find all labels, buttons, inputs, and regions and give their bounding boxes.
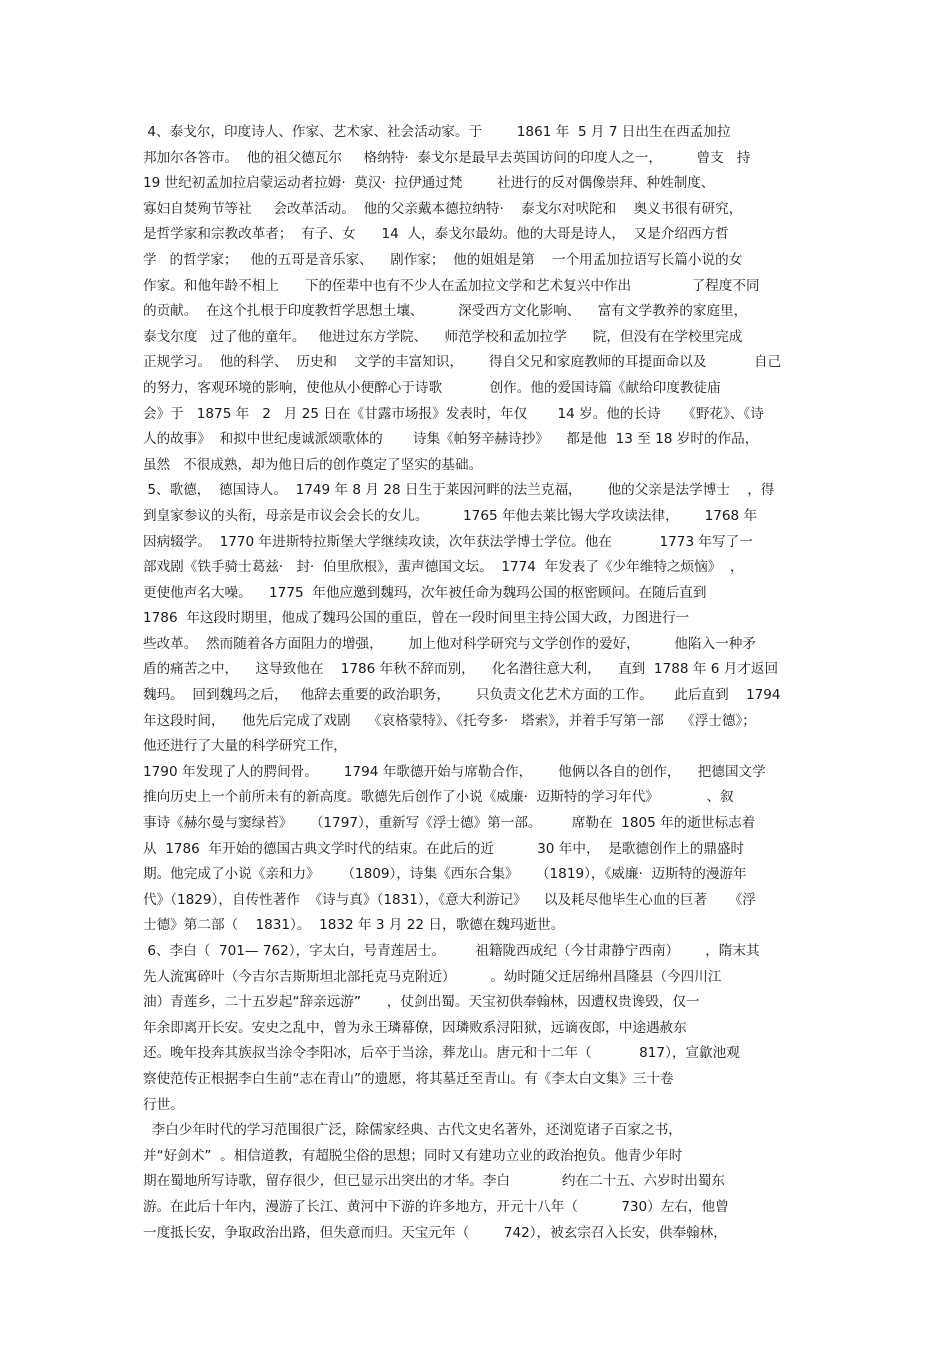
text-line: 更使他声名大噪。 1775 年他应邀到魏玛，次年被任命为魏玛公国的枢密顾问。在随后直到	[143, 584, 707, 601]
text-line: 是哲学家和宗教改革者； 有子、女 14 人，泰戈尔最幼。他的大哥是诗人， 又是介绍西方哲	[143, 226, 729, 243]
text-line: 寡妇自焚殉节等社 会改革活动。 他的父亲戴本德拉纳特· 泰戈尔对吠陀和 奥义书很有研究，	[143, 200, 743, 217]
text-line: 油）青莲乡，二十五岁起“辞亲远游” ，仗剑出蜀。天宝初供奉翰林，因遭权贵谗毁，仅一	[143, 994, 700, 1011]
text-line: 年这段时间， 他先后完成了戏剧 《哀格蒙特》、《托夸多· 塔索》，并着手写第一部 《浮士德》；	[143, 712, 756, 729]
text-line: 游。在此后十年内，漫游了长江、黄河中下游的许多地方，开元十八年（ 730）左右，他曾	[143, 1198, 729, 1215]
text-line: 事诗《赫尔曼与窦绿苔》 （1797），重新写《浮士德》第一部。 席勒在 1805 年的逝世标志着	[143, 815, 756, 832]
body-text	[143, 120, 813, 1246]
text-line: 1790 年发现了人的腭间骨。 1794 年歌德开始与席勒合作， 他俩以各自的创作， 把德国文学	[143, 763, 766, 780]
text-line: 盾的痛苦之中， 这导致他在 1786 年秋不辞而别， 化名潜往意大利， 直到 1788 年 6 月才返回	[143, 661, 779, 678]
text-line: 作家。和他年龄不相上 下的侄辈中也有不少人在孟加拉文学和艺术复兴中作出 了程度不同	[143, 277, 760, 294]
text-line: 5、歌德， 德国诗人。 1749 年 8 月 28 日生于莱因河畔的法兰克福， 他的父亲是法学博士 ，得	[143, 482, 775, 499]
text-line: 正规学习。 他的科学、 历史和 文学的丰富知识， 得自父兄和家庭教师的耳提面命以及 自己	[143, 354, 782, 371]
text-line: 6、李白（ 701— 762），字太白，号青莲居士。 祖籍陇西成纪（今甘肃静宁西南） ，隋末其	[143, 943, 760, 959]
text-line: 魏玛。 回到魏玛之后， 他辞去重要的政治职务， 只负责文化艺术方面的工作。 此后直到 1794	[143, 687, 781, 704]
text-line: 部戏剧《铁手骑士葛兹· 封· 伯里欣根》，蜚声德国文坛。 1774 年发表了《少年维特之烦恼》 ，	[143, 559, 744, 576]
text-line: 人的故事》 和拟中世纪虔诚派颂歌体的 诗集《帕努辛赫诗抄》 都是他 13 至 18 岁时的作品，	[143, 431, 759, 448]
text-line: 行世。	[143, 1096, 184, 1113]
text-line: 因病辍学。 1770 年进斯特拉斯堡大学继续攻读，次年获法学博士学位。他在 1773 年写了一	[143, 533, 753, 550]
text-line: 先人流寓碎叶（今吉尔吉斯斯坦北部托克马克附近） 。幼时随父迁居绵州昌隆县（今四川江	[143, 968, 722, 985]
text-line: 泰戈尔度 过了他的童年。 他进过东方学院、 师范学校和孟加拉学 院，但没有在学校里完成	[143, 328, 743, 345]
text-line: 还。晚年投奔其族叔当涂令李阳冰，后卒于当涂，葬龙山。唐元和十二年（ 817），宣歙池观	[143, 1045, 740, 1062]
text-line: 从 1786 年开始的德国古典文学时代的结束。在此后的近 30 年中， 是歌德创作上的鼎盛时	[143, 840, 745, 857]
text-line: 19 世纪初孟加拉启蒙运动者拉姆· 莫汉· 拉伊通过梵 社进行的反对偶像崇拜、种姓制度、	[143, 175, 715, 192]
text-line: 年余即离开长安。安史之乱中，曾为永王璘幕僚，因璘败系浔阳狱，远谪夜郎，中途遇赦东	[143, 1019, 687, 1036]
text-line: 4、泰戈尔，印度诗人、作家、艺术家、社会活动家。于 1861 年 5 月 7 日出生在西孟加拉	[143, 124, 731, 140]
text-line: 一度抵长安，争取政治出路，但失意而归。天宝元年（ 742），被玄宗召入长安，供奉翰林，	[143, 1224, 727, 1241]
text-line: 虽然 不很成熟，却为他日后的创作奠定了坚实的基础。	[143, 456, 483, 473]
text-line: 期在蜀地所写诗歌，留存很少，但已显示出突出的才华。李白 约在二十五、六岁时出蜀东	[143, 1173, 726, 1190]
text-line: 到皇家参议的头衔，母亲是市议会会长的女儿。 1765 年他去莱比锡大学攻读法律， 1768 年	[143, 507, 758, 524]
text-line: 的贡献。 在这个扎根于印度教哲学思想土壤、 深受西方文化影响、 富有文学教养的家庭里，	[143, 303, 748, 320]
text-line: 代》（1829），自传性著作 《诗与真》（1831），《意大利游记》 以及耗尽他毕生心血的巨著 《浮	[143, 891, 756, 908]
text-line: 会》于 1875 年 2 月 25 日在《甘露市场报》发表时，年仅 14 岁。他的长诗 《野花》、《诗	[143, 405, 764, 422]
text-line: 察使范传正根据李白生前“志在青山”的遗愿，将其墓迁至青山。有《李太白文集》三十卷	[143, 1070, 674, 1087]
text-line: 1786 年这段时期里，他成了魏玛公国的重臣，曾在一段时间里主持公国大政，力图进行一	[143, 610, 690, 627]
text-line: 士德》第二部（ 1831）。 1832 年 3 月 22 日，歌德在魏玛逝世。	[143, 917, 565, 934]
text-line: 邦加尔各答市。 他的祖父德瓦尔 格纳特· 泰戈尔是最早去英国访问的印度人之一， 曾支 持	[143, 149, 751, 166]
text-line: 他还进行了大量的科学研究工作，	[143, 738, 347, 755]
text-line: 并“好剑术” 。相信道教，有超脱尘俗的思想；同时又有建功立业的政治抱负。他青少年时	[143, 1147, 683, 1164]
text-line: 推向历史上一个前所未有的新高度。歌德先后创作了小说《威廉· 迈斯特的学习年代》 、叙	[143, 789, 734, 806]
text-line: 李白少年时代的学习范围很广泛，除儒家经典、古代文史名著外，还浏览诸子百家之书，	[143, 1122, 682, 1139]
text-line: 学 的哲学家； 他的五哥是音乐家、 剧作家； 他的姐姐是第 一个用孟加拉语写长篇小说的女	[143, 251, 743, 268]
text-line: 的努力，客观环境的影响，使他从小便醉心于诗歌 创作。他的爱国诗篇《献给印度教徒庙	[143, 379, 721, 396]
text-line: 期。他完成了小说《亲和力》 （1809），诗集《西东合集》 （1819），《威廉· 迈斯特的漫游年	[143, 866, 747, 883]
text-line: 些改革。 然而随着各方面阻力的增强， 加上他对科学研究与文学创作的爱好， 他陷入一种矛	[143, 635, 756, 652]
